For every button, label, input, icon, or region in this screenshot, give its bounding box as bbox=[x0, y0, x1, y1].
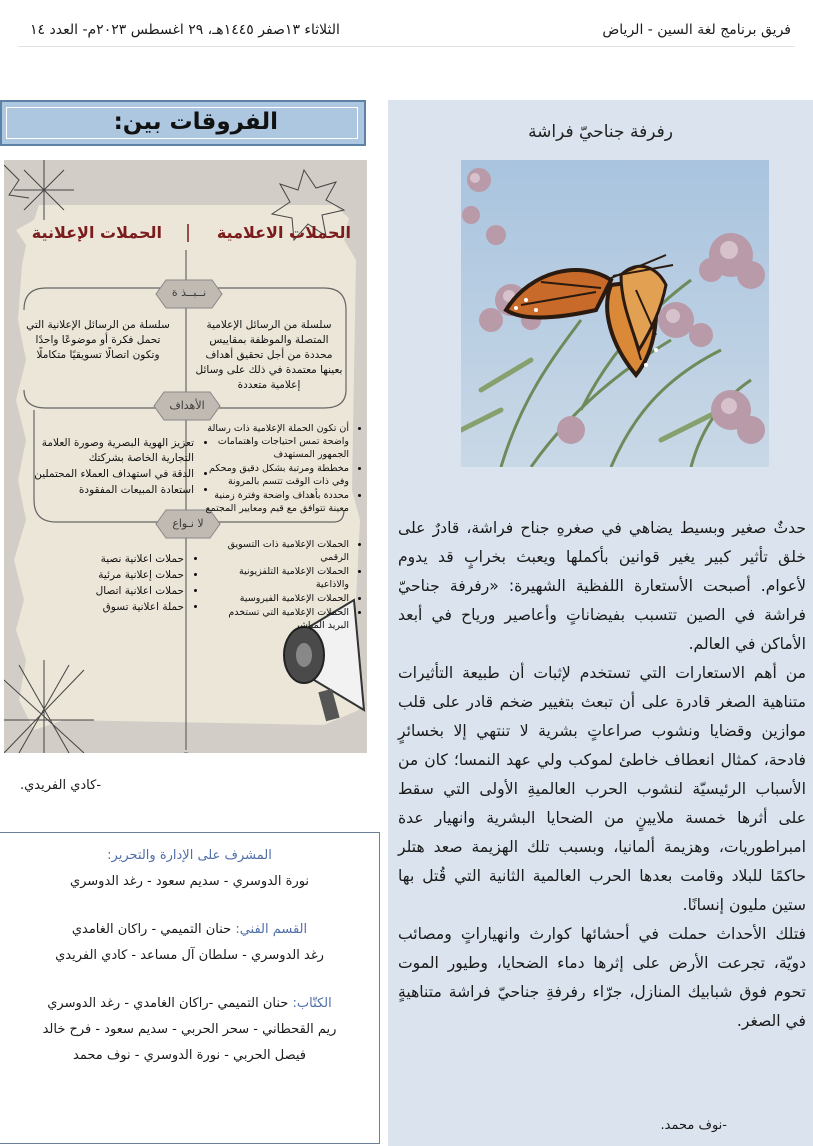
header-divider bbox=[18, 46, 795, 47]
writers-names-2: ريم القحطاني - سحر الحربي - سديم سعود - فرح خالد bbox=[42, 1022, 337, 1037]
list-item: • استعادة المبيعات المفقودة bbox=[34, 483, 194, 498]
writers-line-1 bbox=[0, 991, 379, 1017]
ads-intro-text: سلسلة من الرسائل الإعلانية التي تحمل فكرة أو موضوعًا واحدًا وتكون اتصالًا تسويقيًا متكاملًا bbox=[26, 319, 170, 361]
supervisor-names: نورة الدوسري - سديم سعود - رغد الدوسري bbox=[69, 874, 310, 889]
infographic-head-media: الحملات الاعلامية bbox=[216, 223, 351, 242]
list-item: • الحملات الإعلامية الفيروسية bbox=[209, 592, 349, 605]
story-title: رفرفة جناحيّ فراشة bbox=[528, 122, 673, 142]
masthead-team-name: فريق برنامج لغة السين - الرياض bbox=[602, 22, 791, 38]
differences-title-box bbox=[0, 100, 366, 146]
supervisor-heading: المشرف على الإدارة والتحرير: bbox=[107, 848, 272, 863]
media-types-list bbox=[209, 538, 363, 633]
list-item: • حملات اعلانية نصية bbox=[64, 552, 184, 567]
list-item: • حملة اعلانية تسوق bbox=[64, 600, 184, 615]
list-item: • محددة بأهداف واضحة وفترة زمنية معينة تتوافق مع قيم ومعايير المجتمع bbox=[204, 489, 349, 515]
story-paragraph: من أهم الاستعارات التي تستخدم لإثبات أن طبيعة التأثيرات متناهية الصغر قادرة على أن تبعث بتغيير ضخم قادر على قلب موازين وقضايا ونشوب صراعاتٍ بشرية لا تنتهي إلا بخسائرٍ فادحة، كمثال انعطاف خاطئ لموكب ولي عهد النمسا؛ كان من الأسباب الرئيسيّة لنشوب الحرب العالميةِ الأولى التي سقط على أثرها خمسة ملايينٍ من الضحايا البشرية وانهيار عدة امبراطوريات، وهزيمة ألمانيا، وبسبب تلك الهزيمة صعد هتلر حاكمًا للبلاد وقامت بعدها الحرب العالمية الثانية التي قُتل بها ستين مليون إنسانًا. bbox=[398, 664, 806, 914]
list-item: • حملات إعلانية مرئية bbox=[64, 568, 184, 583]
writers-names-3: فيصل الحربي - نورة الدوسري - نوف محمد bbox=[73, 1048, 306, 1063]
list-item: • أن تكون الحملة الإعلامية ذات رسالة واضحة تمس احتياجات واهتمامات الجمهور المستهدف bbox=[204, 422, 349, 461]
infographic-author: -كادي الفريدي. bbox=[20, 778, 102, 793]
monarch-butterfly-photo bbox=[461, 160, 769, 467]
ads-goals-list bbox=[34, 436, 208, 499]
label-goals: الأهداف bbox=[169, 399, 205, 412]
list-item: • الحملات الإعلامية ذات التسويق الرقمي bbox=[209, 538, 349, 564]
list-item: • تعزيز الهوية البصرية وصورة العلامة التجارية الخاصة بشركتك bbox=[34, 436, 194, 466]
tech-names-2: رغد الدوسري - سلطان آل مساعد - كادي الفريدي bbox=[55, 948, 324, 963]
label-types: لا نـواع bbox=[172, 517, 204, 530]
list-item: • الدقة في استهداف العملاء المحتملين bbox=[34, 467, 194, 482]
campaigns-infographic bbox=[4, 160, 367, 753]
credits-box bbox=[0, 832, 380, 1144]
story-paragraph: حدثٌ صغير وبسيط يضاهي في صغرهِ جناح فراشة، قادرٌ على خلق تأثير كبير يغير قوانين بأكملها ويعبث بخرابٍ قد يدوم لأعوام. أصبحت الأستعارة اللفظية الشهيرة: «رفرفة جناحيّ فراشة في الصين تتسبب بفيضاناتٍ وأعاصير ورياح في أبعد الأماكن في العالم. bbox=[398, 519, 806, 653]
story-author: -نوف محمد. bbox=[660, 1118, 727, 1133]
list-item: • مخططة ومرتبة بشكل دقيق ومحكم وفي ذات الوقت تتسم بالمرونة bbox=[204, 462, 349, 488]
label-intro: نــبــذ ة bbox=[171, 286, 207, 299]
story-paragraph: فتلك الأحداث حملت في أحشائها كوارث وانهياراتٍ ومصائب دويّة، تجرعت الأرض على إثرها دماء الضحايا، وطيور الموت تحوم فوق شبابيك المنازل، جرّاء رفرفةِ جناحيّ فراشة متناهيةٍ في الصغر. bbox=[398, 925, 806, 1030]
differences-title: الفروقات بين: bbox=[113, 109, 278, 135]
masthead-date-issue: الثلاثاء ١٣صفر ١٤٤٥هـ، ٢٩ اغسطس ٢٠٢٣م- العدد ١٤ bbox=[30, 22, 340, 38]
media-intro-text: سلسلة من الرسائل الإعلامية المتصلة والموظفة بمقاييس محددة من أجل تحقيق أهداف بعينها معتمدة في ذلك على وسائل إعلامية متعددة bbox=[195, 319, 343, 391]
list-item: • الحملات الإعلامية التلفزيونية والاذاعية bbox=[209, 565, 349, 591]
tech-line-1 bbox=[0, 917, 379, 943]
ads-types-list bbox=[64, 552, 198, 616]
story-body bbox=[398, 514, 806, 1036]
writers-heading: الكتّاب: bbox=[292, 996, 332, 1011]
list-item: • حملات اعلانية اتصال bbox=[64, 584, 184, 599]
tech-heading: القسم الفني: bbox=[235, 922, 308, 937]
tech-names: حنان التميمي - راكان الغامدي bbox=[71, 922, 232, 937]
list-item: • الحملات الإعلامية التي تستخدم البريد المباشر bbox=[209, 606, 349, 632]
writers-names: حنان التميمي -راكان الغامدي - رغد الدوسري bbox=[47, 996, 289, 1011]
infographic-head-ads: الحملات الإعلانية bbox=[31, 223, 162, 242]
media-goals-list bbox=[204, 422, 363, 516]
